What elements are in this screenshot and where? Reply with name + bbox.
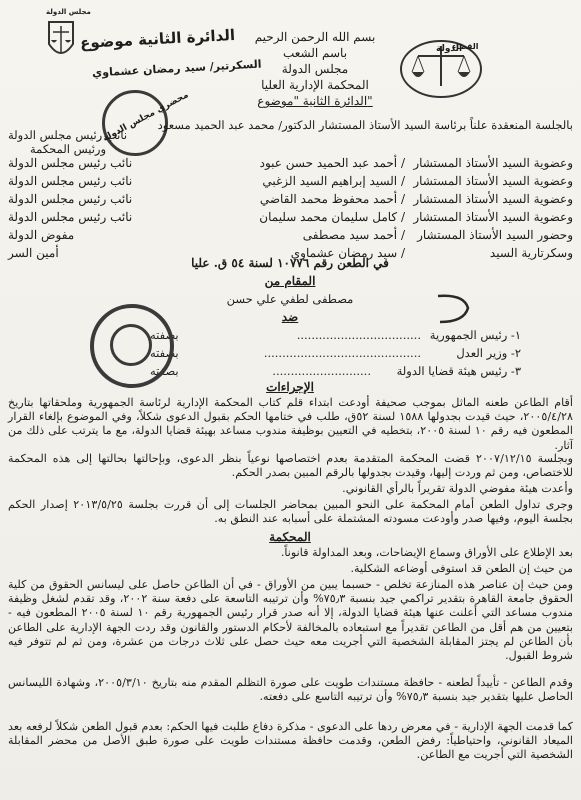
court-paragraph-4: وقدم الطاعن - تأييداً لطعنه - حافظة مستندات طويت على صورة التظلم المقدم منه بتاريخ ٢٠٠٥/٣/١٠، وشهادة الليسانس الحاصل عليها بتقدير جيد بنسبة ٧٥٫٣% وأن ترتيبه التاسع على دفعته. [8, 676, 573, 704]
member-title: وعضوية السيد الأستاذ المستشار [413, 174, 573, 188]
circuit-heading: الدائرة الثانية "موضوع" [257, 94, 373, 108]
member-role: نائب رئيس مجلس الدولة [8, 174, 133, 188]
procedures-paragraph-1: أقام الطاعن طعنه الماثل بموجب صحيفة أودعت ابتداء قلم كتاب المحكمة الإدارية لرئاسة الجمهورية وملحقاتها بتاريخ ٢٠٠٥/٤/٢٨، حيث قيدت بجدولها ١٥٨٨ لسنة ٥٢ق، طلب في ختامها الحكم بقبول الدعوى شكلاً، وفي الموضوع بإلغاء القرار المطعون فيه رقم ١٠ لسنة ٢٠٠٥، بتخطيه في التعيين بوظيفة مندوب مساعد بهيئة قضايا الدولة، مع ما يترتب على ذلك من آثار. [8, 396, 573, 452]
member-name: / أحمد عبد الحميد حسن عبود [259, 156, 405, 170]
member-role: نائب رئيس مجلس الدولة [8, 210, 133, 224]
members-list [8, 156, 573, 268]
basmala: بسم الله الرحمن الرحيم [254, 30, 376, 44]
member-name: / أحمد سيد مصطفى [302, 228, 405, 242]
member-title: وعضوية السيد الأستاذ المستشار [413, 156, 573, 170]
member-role: نائب رئيس مجلس الدولة [8, 192, 133, 206]
member-title: وعضوية السيد الأستاذ المستشار [413, 210, 573, 224]
appeal-number: في الطعن رقم ١٠٧٧٦ لسنة ٥٤ ق. عليا [191, 256, 389, 270]
court-paragraph-2: من حيث إن الطعن قد استوفى أوضاعه الشكلية. [350, 562, 573, 575]
secretary-handwritten: السكرتير/ سيد رمضان عشماوي [91, 57, 262, 80]
member-title: وحضور السيد الأستاذ المستشار [417, 228, 573, 242]
member-title: وعضوية السيد الأستاذ المستشار [413, 192, 573, 206]
scales-logo-left [398, 38, 484, 100]
council-logo-right [46, 16, 76, 64]
member-role: مفوض الدولة [8, 228, 75, 242]
against-label: ضد [281, 310, 299, 324]
shield-icon [46, 16, 76, 64]
session-role: نائب رئيس مجلس الدولة [8, 128, 128, 142]
court-paragraph-1: بعد الإطلاع على الأوراق وسماع الإيضاحات، وبعد المداولة قانوناً. [280, 546, 573, 559]
session-role-2: ورئيس المحكمة [30, 142, 107, 156]
court-paragraph-3: ومن حيث إن عناصر هذه المنازعة تخلص - حسبما يبين من الأوراق - في أن الطاعن حاصل على ليسانس الحقوق من كلية الحقوق جامعة القاهرة بتقدير تراكمي جيد بنسبة ٧٥٫٣% وأن ترتيبه التاسعة على دفعة سنة ٢٠٠٢، وقد تقدم لشغل وظيفة مندوب مساعد التي أعلنت عنها هيئة قضايا الدولة، إلا أنه صدر قرار رئيس الجمهورية رقم ١٠ لسنة ٢٠٠٥ المطعون فيه - بتعيين من هم أقل من الطاعن تقديراً مع استبعاده بالمخالفة لأحكام الدستور والقانون وقد ردت الجهة الإدارية على الطاعن بأن الطاعن لم يجتز المقابلة الشخصية التي أجريت معه حيث حصل على ثلاث درجات من عشرة، ومن ثم لم تتوفر فيه شروط القبول. [8, 578, 573, 663]
court-heading: المحكمة الإدارية العليا [261, 78, 369, 92]
court-section-heading: المحكمة [269, 530, 311, 544]
defendant-3-role: بصفته [150, 364, 179, 378]
seal-center [110, 324, 152, 366]
right-logo-caption: مجلس الدولة [46, 8, 91, 16]
council-heading: مجلس الدولة [281, 62, 349, 76]
member-name: / سيد رمضان عشماوي [290, 246, 405, 260]
session-line: بالجلسة المنعقدة علناً برئاسة السيد الأستاذ المستشار الدكتور/ محمد عبد الحميد مسعود [157, 118, 573, 132]
defendant-3-dots: ........................... [272, 364, 371, 378]
defendant-1-dots: .................................. [296, 328, 421, 342]
member-name: / السيد إبراهيم السيد الزغبي [262, 174, 405, 188]
defendant-2-role: بصفته [150, 346, 179, 360]
defendant-2-dots: ........................................... [263, 346, 421, 360]
procedures-paragraph-3: وأعدت هيئة مفوضي الدولة تقريراً بالرأي القانوني. [342, 482, 573, 495]
member-title: وسكرتارية السيد [489, 246, 573, 260]
member-name: / كامل سليمان محمد سليمان [259, 210, 405, 224]
handwritten-mark [434, 292, 474, 326]
defendants-list [150, 328, 521, 378]
left-logo-text: الدولة [436, 44, 463, 54]
member-name: / أحمد محفوظ محمد القاضي [259, 192, 405, 206]
left-logo-sub: القضاء [452, 42, 479, 51]
people-heading: باسم الشعب [282, 46, 348, 60]
court-paragraph-5: كما قدمت الجهة الإدارية - في معرض ردها على الدعوى - مذكرة دفاع طلبت فيها الحكم: بعدم قبول الطعن شكلاً لرفعه بعد الميعاد القانوني، واحتياطياً: رفض الطعن، وقدمت حافظة مستندات طويت على صورة طبق الأصل من محضر المقابلة الشخصية التي أجريت مع الطاعن. [8, 720, 573, 762]
filed-by-label: المقام من [264, 274, 316, 288]
defendant-1-role: بصفته [150, 328, 179, 342]
procedures-paragraph-4: وجرى تداول الطعن أمام المحكمة على النحو المبين بمحاضر الجلسات إلى أن قررت بجلسة ٢٠١٣/٥/٢٥ إصدار الحكم بجلسة اليوم، وفيها صدر وأودعت مسودته المشتملة على أسبابه عند النطق به. [8, 498, 573, 526]
procedures-heading: الإجراءات [266, 380, 314, 394]
defendant-3: ٣- رئيس هيئة قضايا الدولة [396, 364, 521, 378]
procedures-paragraph-2: وبجلسة ٢٠٠٧/١٢/١٥ قضت المحكمة المتقدمة بعدم اختصاصها نوعياً بنظر الدعوى، وبإحالتها بحالتها إلى هذه المحكمة للاختصاص، ومن ثم وردت إليها، وقيدت بجدولها بالرقم المبين بصدر الحكم. [8, 452, 573, 480]
circuit-title-handwritten: الدائرة الثانية موضوع [79, 25, 236, 53]
defendant-2: ٢- وزير العدل [456, 346, 521, 360]
stamp-text: محضري مجلس الدولة [101, 90, 191, 144]
member-role: نائب رئيس مجلس الدولة [8, 156, 133, 170]
defendant-1: ١- رئيس الجمهورية [429, 328, 521, 342]
filed-by-name: مصطفى لطفي علي حسن [226, 292, 354, 306]
member-role: أمين السر [8, 246, 59, 260]
